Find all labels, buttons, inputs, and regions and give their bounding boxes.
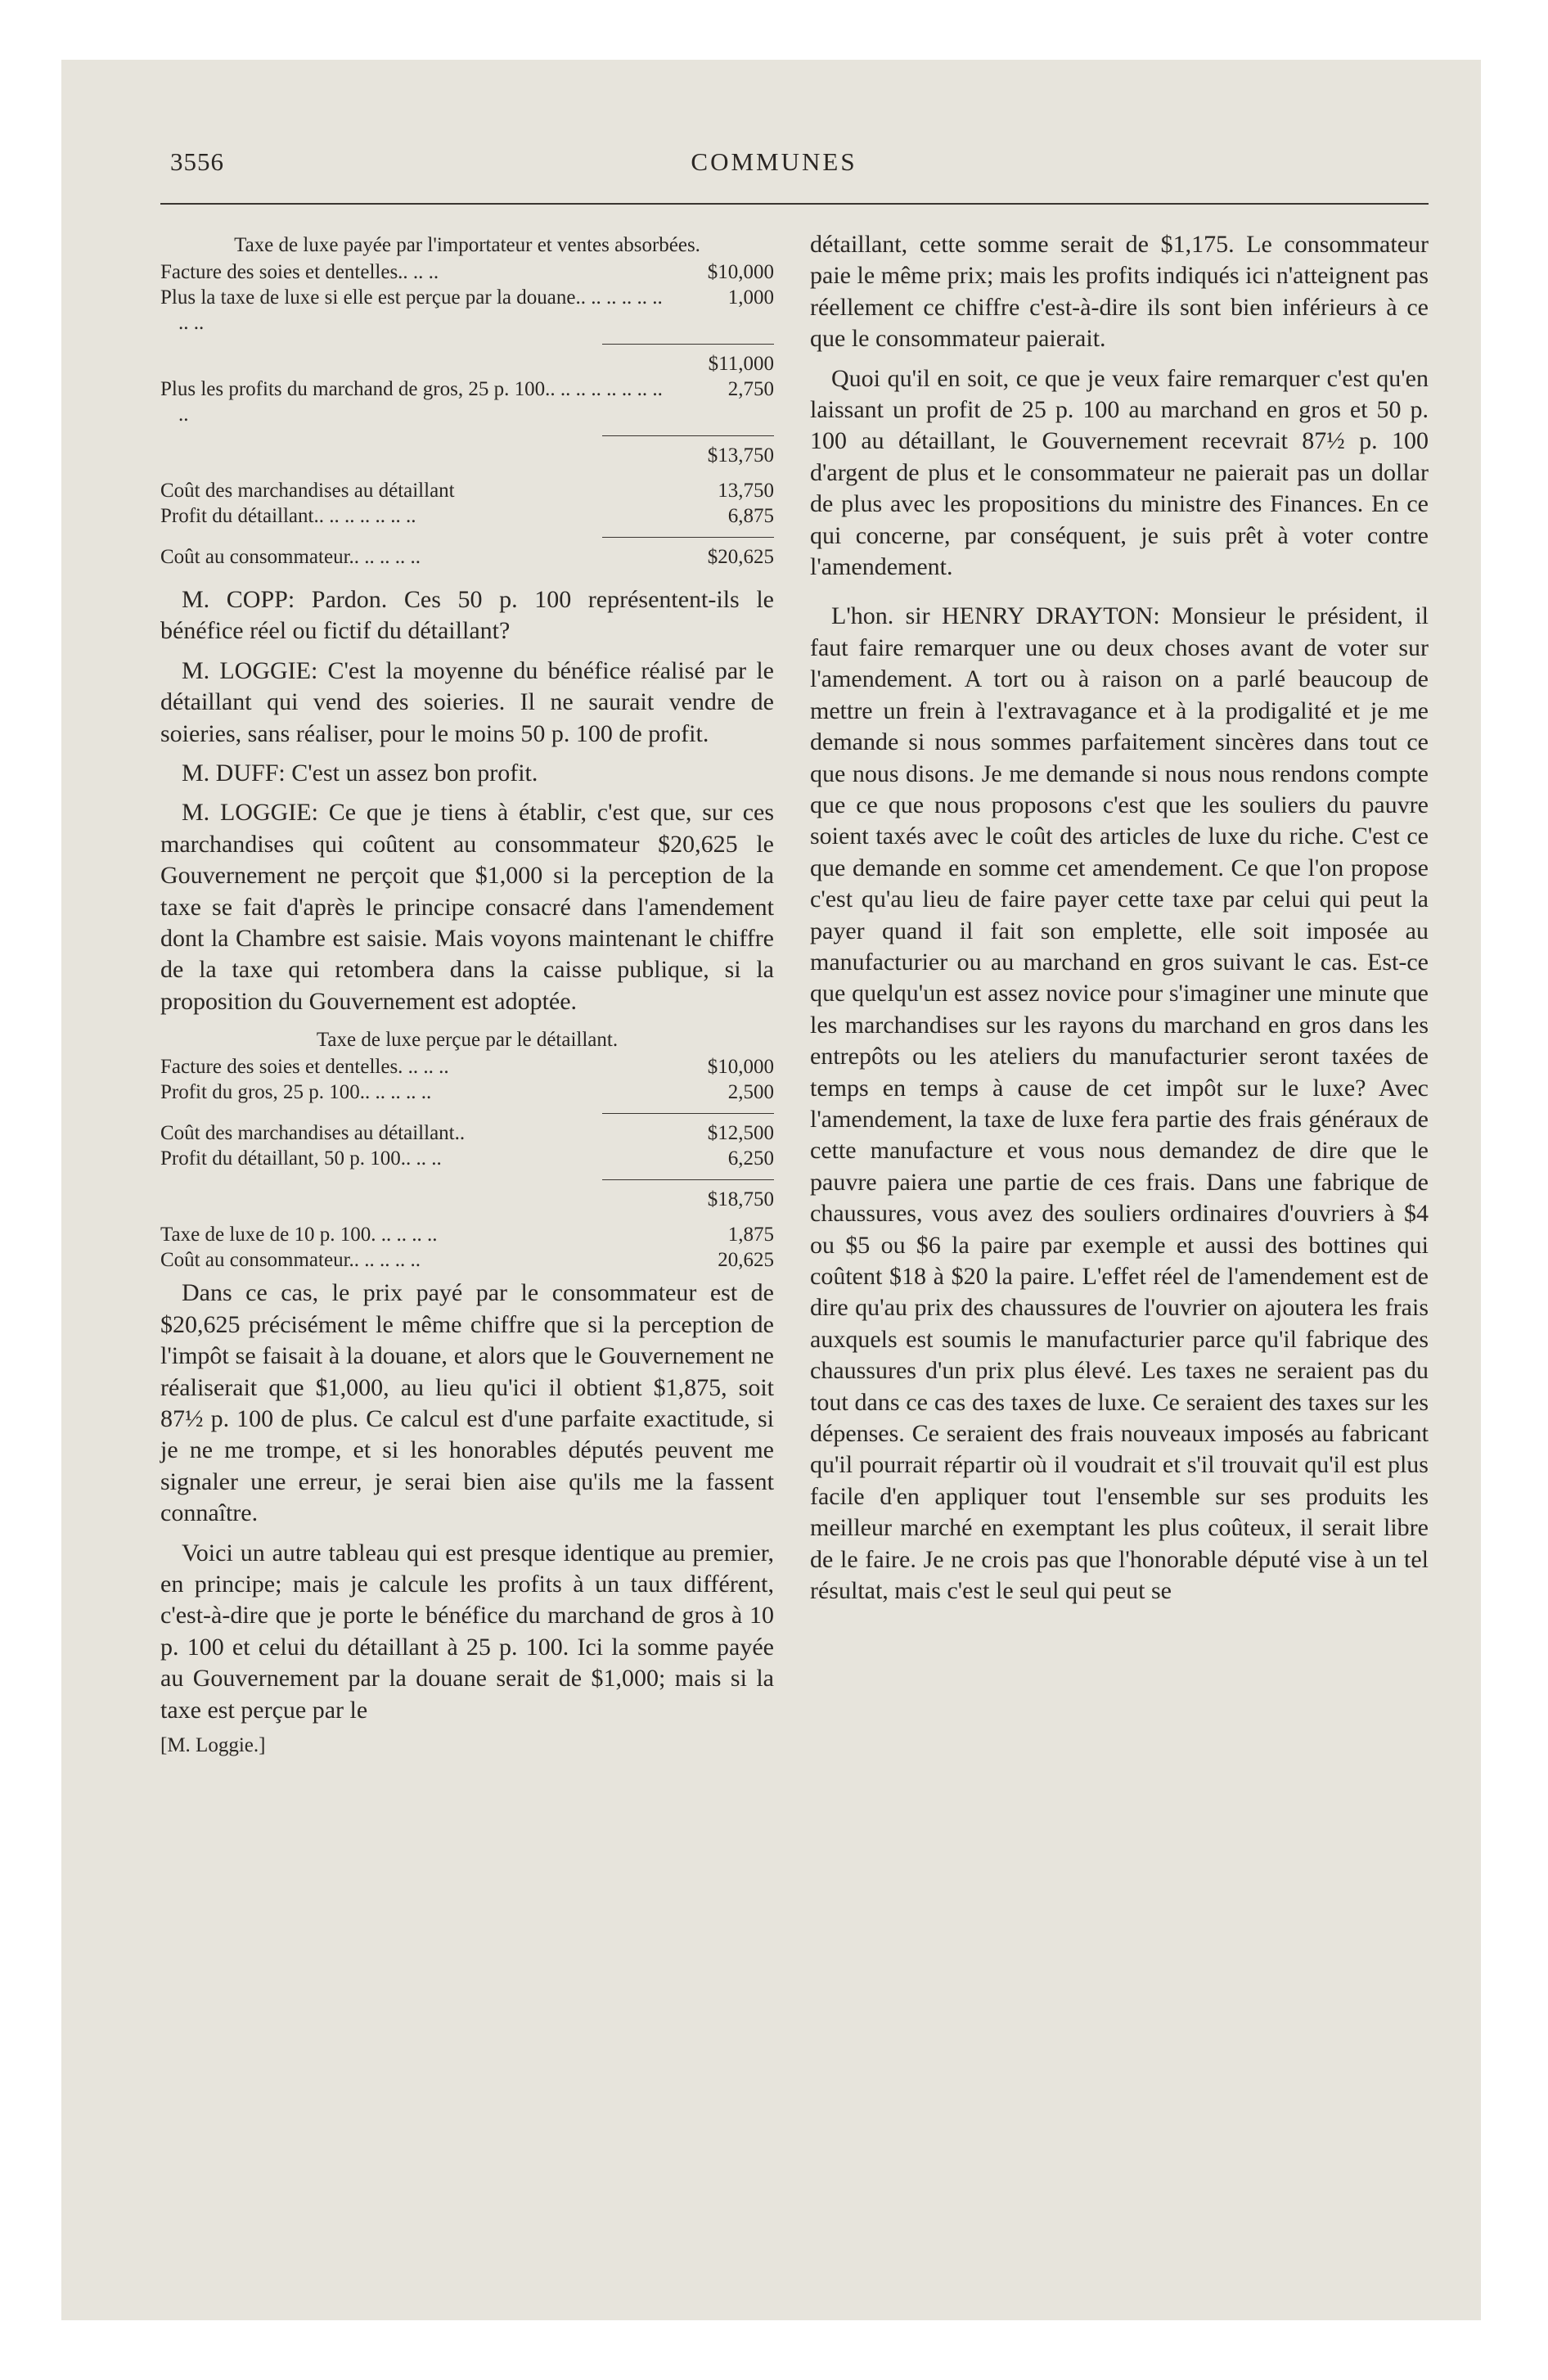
row-value: 6,250 xyxy=(727,1147,774,1170)
row-value: 20,625 xyxy=(718,1249,774,1272)
left-column xyxy=(160,229,774,1757)
table-row xyxy=(160,1247,774,1273)
sum-rule xyxy=(602,1179,774,1180)
table2-caption: Taxe de luxe perçue par le détaillant. xyxy=(316,1029,619,1052)
table-row xyxy=(160,1187,774,1212)
table-row xyxy=(160,376,774,427)
header-rule xyxy=(160,203,1429,205)
row-value: 1,000 xyxy=(727,286,774,309)
paragraph: Quoi qu'il en soit, ce que je veux faire remarquer c'est qu'en laissant un profit de 25 p. 100 au marchand en gros et 50 p. 100 au détaillant, le Gouvernement recevrait 87½ p. 100 d'argent de plus et le consommateur ne paierait pas un dollar de plus avec les propositions du ministre des Finances. En ce qui concerne, par conséquent, je suis prêt à voter contre l'amendement. xyxy=(810,364,1429,581)
table-row xyxy=(160,478,774,503)
row-label: Profit du détaillant.. .. .. .. .. .. .. xyxy=(160,505,416,527)
table-row xyxy=(160,351,774,376)
row-label: Profit du gros, 25 p. 100.. .. .. .. .. xyxy=(160,1081,432,1104)
row-value: 1,875 xyxy=(727,1224,774,1246)
row-label: Coût au consommateur.. .. .. .. .. xyxy=(160,1249,421,1272)
row-value: 13,750 xyxy=(718,480,774,502)
paragraph: Dans ce cas, le prix payé par le consommateur est de $20,625 précisément le même chiffre que si la perception de l'impôt se faisait à la douane, et alors que le Gouvernement ne réaliserait que $1,000, au lieu qu'ici il obtient $1,875, soit 87½ p. 100 de plus. Ce calcul est d'une parfaite exactitude, si je ne me trompe, et si les honorables députés peuvent me signaler une erreur, je serai bien aise qu'ils me la fassent connaître. xyxy=(160,1279,774,1527)
table-row xyxy=(160,1120,774,1146)
row-value: $20,625 xyxy=(707,546,774,568)
row-label: Coût des marchandises au détaillant.. xyxy=(160,1122,466,1145)
row-label: Facture des soies et dentelles. .. .. .. xyxy=(160,1056,449,1079)
table2 xyxy=(160,1054,774,1273)
row-value: $12,500 xyxy=(707,1122,774,1145)
table-row xyxy=(160,259,774,285)
paragraph: M. LOGGIE: C'est la moyenne du bénéfice réalisé par le détaillant qui vend des soieries. Il ne saurait vendre de soieries, sans réaliser, pour le moins 50 p. 100 de profit. xyxy=(160,656,774,747)
row-label: Taxe de luxe de 10 p. 100. .. .. .. .. xyxy=(160,1224,438,1246)
paragraph: L'hon. sir HENRY DRAYTON: Monsieur le président, il faut faire remarquer une ou deux choses avant de voter sur l'amendement. A tort ou à raison on a parlé beaucoup de mettre un frein à l'extravagance et à la prodigalité et je me demande si nous sommes parfaitement sincères dans tout ce que nous disons. Je me demande si nous nous rendons compte que ce que nous proposons c'est que les souliers du pauvre soient taxés avec le coût des articles de luxe du riche. C'est ce que demande en somme cet amendement. Ce que l'on propose c'est qu'au lieu de faire payer cette taxe par celui qui peut la payer quand il fait son emplette, elle soit imposée au manufacturier ou au marchand en gros suivant le cas. Est-ce que quelqu'un est assez novice pour s'imaginer une minute que les marchandises sur les rayons du marchand en gros dans les entrepôts ou les ateliers du manufacturier seront taxées de temps en temps à cause de cet impôt sur le luxe? Avec l'amendement, la taxe de luxe fera partie des frais généraux de cette manufacture et vous nous demandez de dire que le pauvre paiera une partie de ces frais. Dans une fabrique de chaussures, vous avez des souliers ordinaires d'ouvriers à $4 ou $5 ou $6 la paire par exemple et aussi des bottines qui coûtent $18 à $20 la paire. L'effet réel de l'amendement est de dire qu'au prix des chaussures de l'ouvrier on ajoutera les frais auxquels est soumis le manufacturier parce qu'il fabrique des chaussures d'un prix plus élevé. Les taxes ne seraient pas du tout dans ce cas des taxes de luxe. Ce seraient des taxes sur les dépenses. Ce seraient des frais nouveaux imposés au fabricant qu'il pourrait répartir où il voudrait et s'il trouvait qu'il est plus facile d'en appliquer tout l'ensemble sur ses produits les meilleur marché en exemptant les plus coûteux, il serait libre de le faire. Je ne crois pas que l'honorable député vise à un tel résultat, mais c'est le seul qui peut se xyxy=(810,602,1429,1605)
paragraph: détaillant, cette somme serait de $1,175. Le consommateur paie le même prix; mais les profits indiqués ici n'atteignent pas réellement ce chiffre c'est-à-dire ils sont bien inférieurs à ce que le consommateur paierait. xyxy=(810,231,1429,353)
speaker-signoff: [M. Loggie.] xyxy=(160,1733,266,1756)
row-label: Coût des marchandises au détaillant xyxy=(160,480,455,502)
sum-rule xyxy=(602,1113,774,1114)
row-value: $11,000 xyxy=(708,353,774,375)
table-row xyxy=(160,443,774,468)
paragraph: M. COPP: Pardon. Ces 50 p. 100 représentent-ils le bénéfice réel ou fictif du détaillant? xyxy=(160,586,774,645)
table-row xyxy=(160,285,774,336)
row-value: $18,750 xyxy=(707,1188,774,1211)
table-row xyxy=(160,1222,774,1247)
row-value: 2,750 xyxy=(727,378,774,400)
table-row xyxy=(160,1146,774,1171)
sum-rule xyxy=(602,537,774,538)
table-row xyxy=(160,1054,774,1080)
row-value: 2,500 xyxy=(727,1081,774,1104)
row-label: Plus la taxe de luxe si elle est perçue par la douane.. .. .. .. .. .. .. .. xyxy=(160,286,663,334)
row-label: Coût au consommateur.. .. .. .. .. xyxy=(160,546,421,568)
table1-caption: Taxe de luxe payée par l'importateur et ventes absorbées. xyxy=(234,234,700,256)
table1 xyxy=(160,259,774,570)
row-value: $10,000 xyxy=(707,1056,774,1079)
running-header: COMMUNES xyxy=(691,147,857,176)
paragraph: Voici un autre tableau qui est presque identique au premier, en principe; mais je calcule les profits à un taux différent, c'est-à-dire que je porte le bénéfice du marchand de gros à 10 p. 100 et celui du détaillant à 25 p. 100. Ici la somme payée au Gouvernement par la douane serait de $1,000; mais si la taxe est perçue par le xyxy=(160,1539,774,1724)
table-row xyxy=(160,503,774,529)
row-value: $10,000 xyxy=(707,261,774,283)
row-value: $13,750 xyxy=(707,444,774,467)
paragraph: M. LOGGIE: Ce que je tiens à établir, c'est que, sur ces marchandises qui coûtent au consommateur $20,625 le Gouvernement ne perçoit que $1,000 si la perception de la taxe se fait d'après le principe consacré dans l'amendement dont la Chambre est saisie. Mais voyons maintenant le chiffre de la taxe qui retombera dans la caisse publique, si la proposition du Gouvernement est adoptée. xyxy=(160,799,774,1015)
page-number: 3556 xyxy=(170,147,224,176)
sum-rule xyxy=(602,344,774,345)
table-row xyxy=(160,544,774,570)
row-label: Facture des soies et dentelles.. .. .. xyxy=(160,261,439,283)
right-column xyxy=(810,229,1429,1607)
paragraph: M. DUFF: C'est un assez bon profit. xyxy=(182,760,538,787)
sum-rule xyxy=(602,435,774,436)
row-value: 6,875 xyxy=(727,505,774,527)
row-label: Plus les profits du marchand de gros, 25 p. 100.. .. .. .. .. .. .. .. .. xyxy=(160,378,663,426)
table-row xyxy=(160,1080,774,1105)
row-label: Profit du détaillant, 50 p. 100.. .. .. xyxy=(160,1147,442,1170)
